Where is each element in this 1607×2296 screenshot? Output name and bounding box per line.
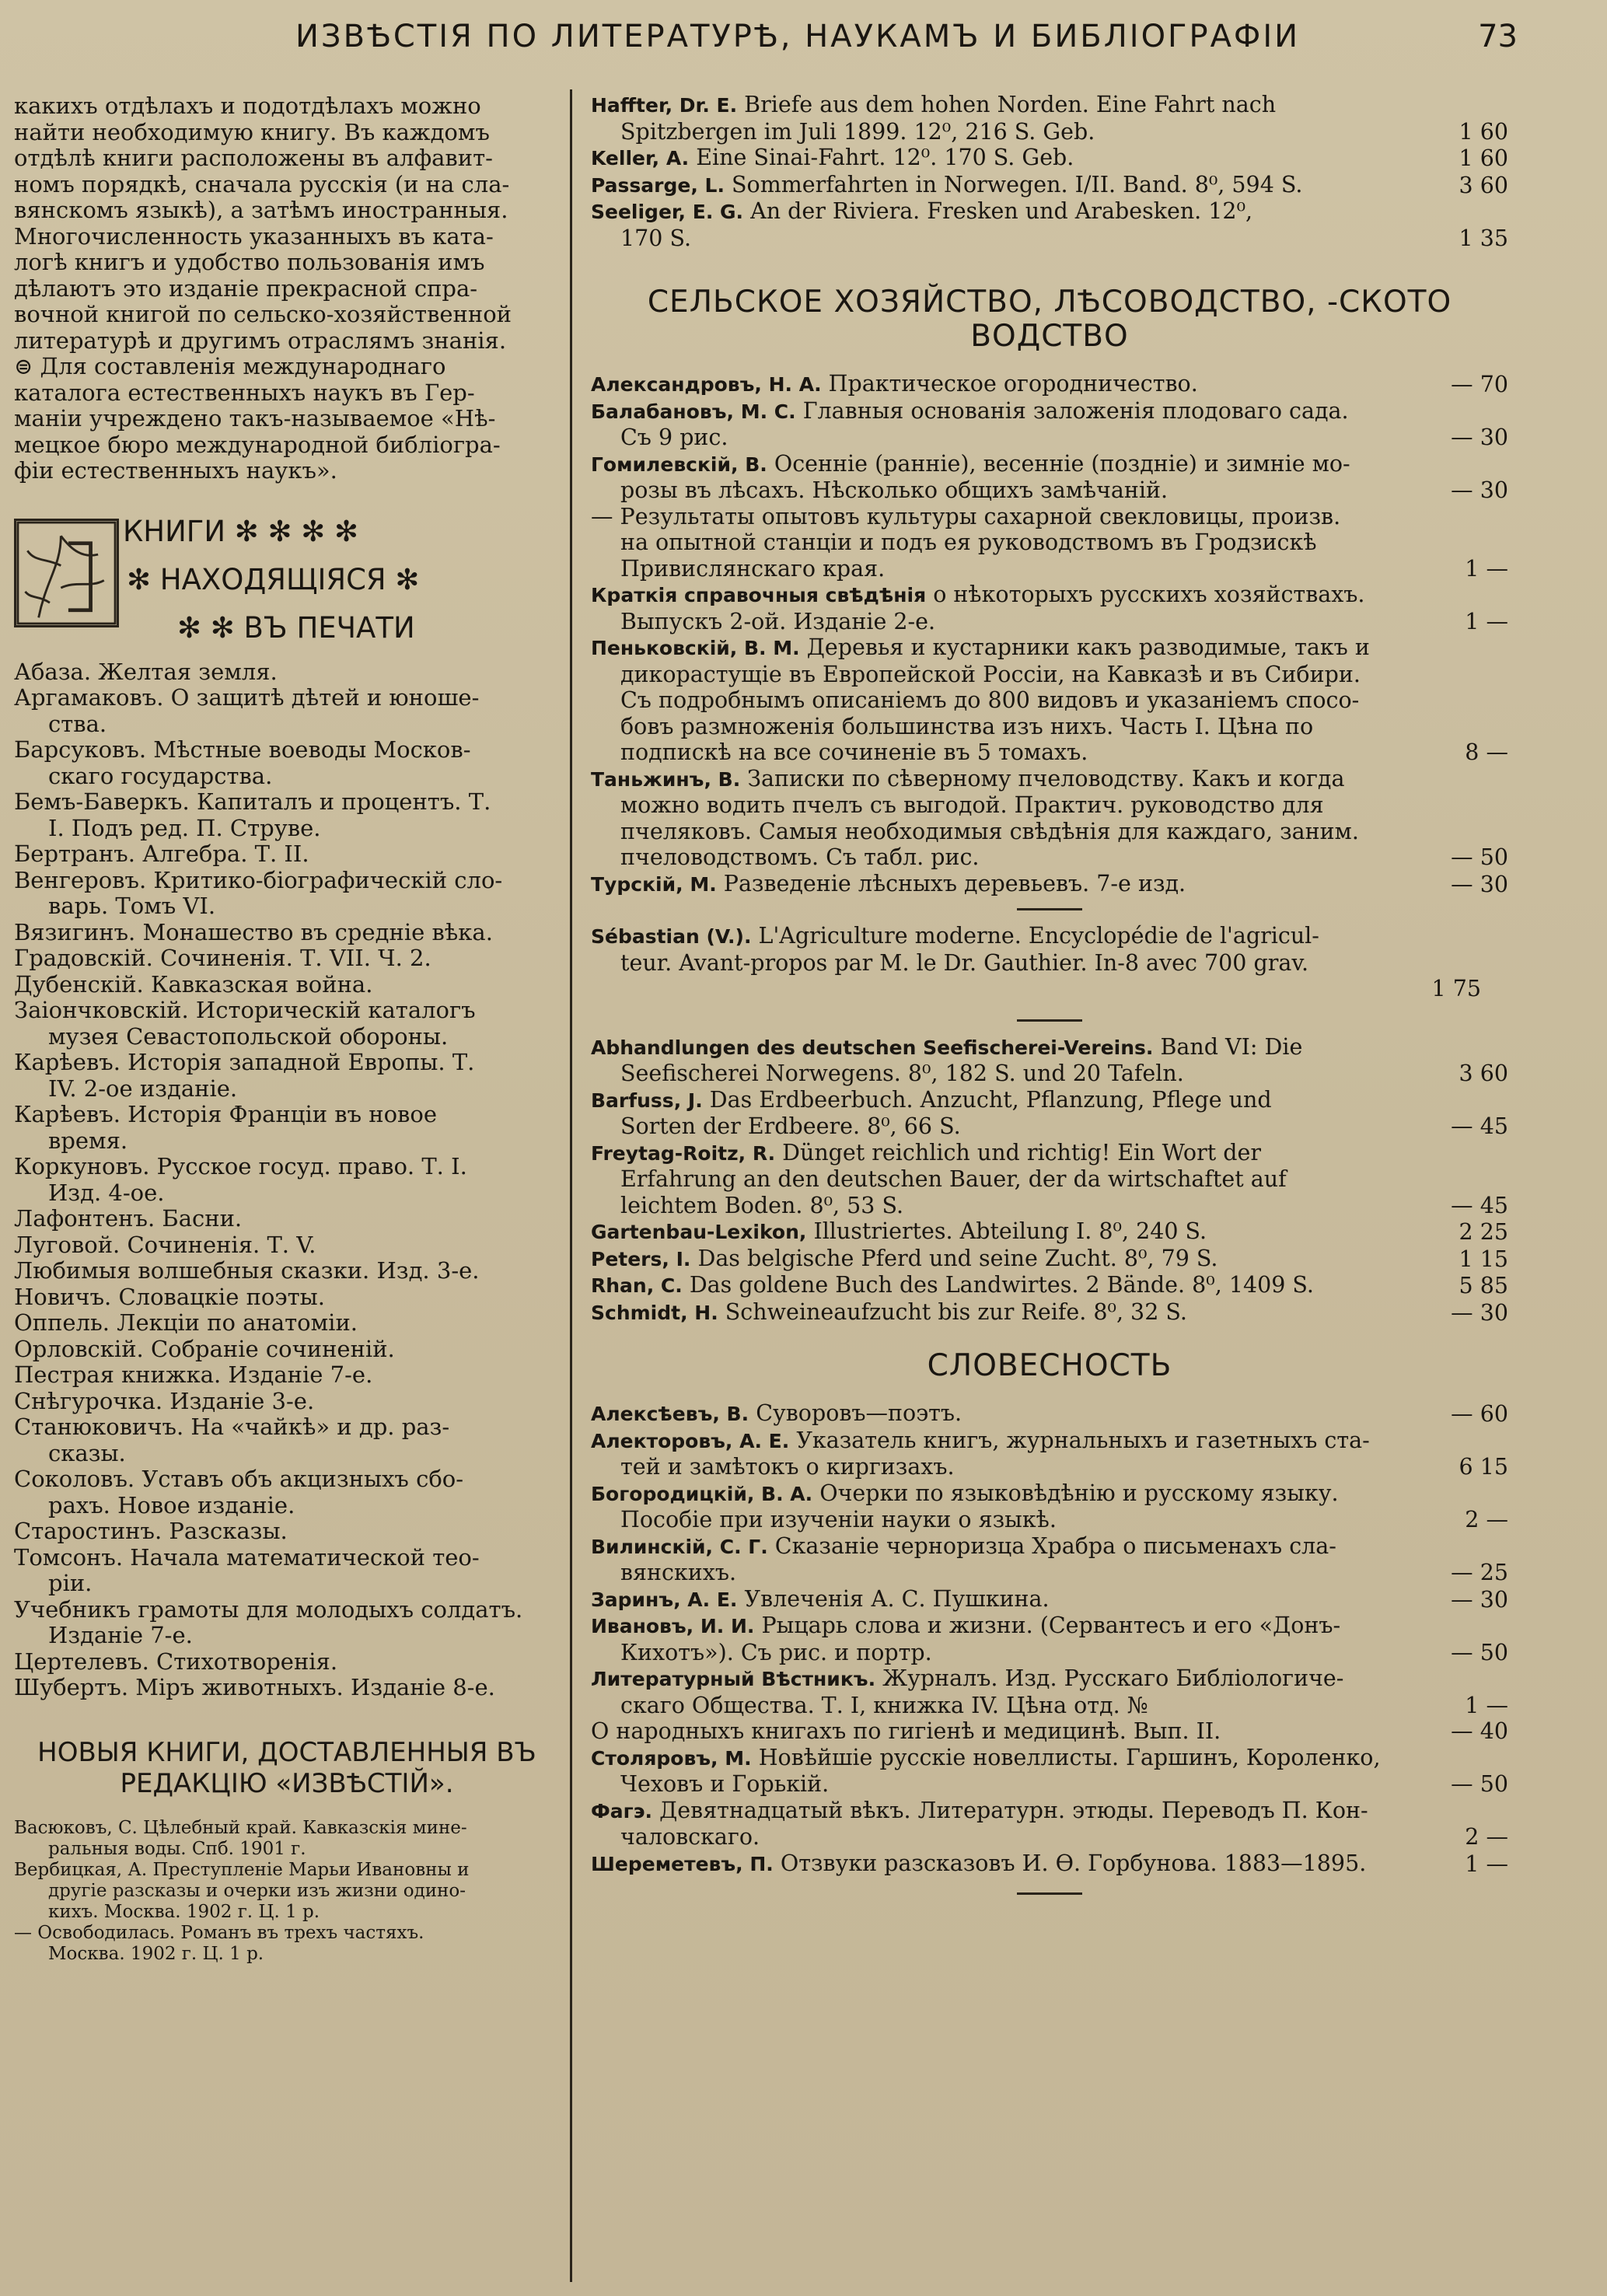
entry-first-line — [591, 871, 1434, 898]
entry-continuation: розы въ лѣсахъ. Нѣсколько общихъ замѣчаній. — [620, 477, 1169, 503]
press-list-item — [14, 841, 560, 868]
section-divider — [1017, 908, 1082, 910]
intro-line: каталога естественныхъ наукъ въ Гер- — [14, 379, 475, 406]
catalog-entry — [591, 1246, 1508, 1273]
travel-books-list — [591, 92, 1508, 251]
entry-author: Schmidt, H. — [591, 1301, 718, 1324]
press-list-item — [14, 1466, 560, 1518]
catalog-entry — [591, 504, 1508, 582]
entry-price: 1 — — [1465, 555, 1508, 582]
press-item-line: Изд. 4-ое. — [48, 1179, 165, 1206]
press-list-item — [14, 1337, 560, 1363]
entry-price: 2 — — [1465, 1507, 1508, 1532]
entry-title: Журналъ. Изд. Русскаго Библіологиче- — [882, 1665, 1344, 1691]
press-list-item — [14, 920, 560, 946]
catalog-entry — [591, 1850, 1508, 1878]
press-item-line: Бертранъ. Алгебра. Т. II. — [14, 840, 309, 867]
press-list-item — [14, 1102, 560, 1154]
entry-author: Seeliger, E. G. — [591, 201, 744, 223]
entry-first-line — [591, 1718, 1434, 1745]
entry-continuation: Spitzbergen im Juli 1899. 12⁰, 216 S. Geb. — [620, 118, 1095, 145]
catalog-entry — [591, 1718, 1508, 1745]
entry-continuation: можно водить пчелъ съ выгодой. Практич. руководство для — [620, 792, 1324, 818]
catalog-entry — [591, 1299, 1508, 1326]
catalog-entry — [591, 145, 1508, 172]
new-book-item — [14, 1818, 560, 1860]
entry-continuation: Кихотъ»). Съ рис. и портр. — [620, 1639, 932, 1665]
new-book-line: — Освободилась. Романъ въ трехъ частяхъ. — [14, 1922, 424, 1943]
entry-price: — 30 — [1451, 871, 1508, 897]
entry-author: Александровъ, Н. А. — [591, 373, 822, 396]
press-item-line: Венгеровъ. Критико-біографическій сло- — [14, 866, 503, 893]
new-book-line: другіе разсказы и очерки изъ жизни одино- — [48, 1880, 466, 1901]
press-item-line: скаго государства. — [48, 762, 273, 789]
entry-price: 6 15 — [1459, 1454, 1508, 1480]
catalog-entry — [591, 1272, 1508, 1299]
press-list-item — [14, 1206, 560, 1232]
entry-price: — 30 — [1451, 477, 1508, 503]
intro-line: логѣ книгъ и удобство пользованія имъ — [14, 250, 485, 275]
press-list-item — [14, 1389, 560, 1415]
entry-price: — 30 — [1451, 425, 1508, 450]
new-books-list — [14, 1818, 560, 1965]
entry-author: Barfuss, J. — [591, 1089, 703, 1112]
entry-author: Freytag-Roitz, R. — [591, 1141, 776, 1165]
press-list-item — [14, 1649, 560, 1676]
entry-title: Illustriertes. Abteilung I. 8⁰, 240 S. — [813, 1218, 1207, 1244]
entry-author: Фагэ. — [591, 1799, 653, 1822]
entry-title: о нѣкоторыхъ русскихъ хозяйствахъ. — [933, 582, 1365, 607]
intro-line: найти необходимую книгу. Въ каждомъ — [14, 119, 490, 145]
entry-continuation: leichtem Boden. 8⁰, 53 S. — [620, 1192, 904, 1218]
entry-price: — 50 — [1451, 1771, 1508, 1797]
press-list-item — [14, 659, 560, 686]
press-list-item — [14, 1545, 560, 1597]
entry-price: — 25 — [1451, 1560, 1508, 1585]
entry-author: Алекторовъ, А. Е. — [591, 1429, 790, 1452]
entry-continuation: на опытной станціи и подъ ея руководствомъ въ Гродзискѣ — [620, 529, 1317, 555]
entry-price: 3 60 — [1459, 1061, 1508, 1086]
entry-author: Балабановъ, М. С. — [591, 400, 796, 423]
entry-price: 2 25 — [1459, 1219, 1508, 1245]
literature-heading: СЛОВЕСНОСТЬ — [927, 1348, 1172, 1383]
entry-author: Вилинскій, С. Г. — [591, 1535, 768, 1558]
new-book-line: ральныя воды. Спб. 1901 г. — [48, 1838, 306, 1859]
press-item-line: Старостинъ. Разсказы. — [14, 1518, 288, 1544]
entry-first-line — [591, 451, 1434, 478]
press-item-line: Соколовъ. Уставъ объ акцизныхъ сбо- — [14, 1466, 464, 1492]
entry-price: — 50 — [1451, 844, 1508, 870]
entry-first-line — [591, 1745, 1434, 1772]
new-book-line: кихъ. Москва. 1902 г. Ц. 1 р. — [48, 1901, 320, 1922]
entry-first-line — [591, 1400, 1434, 1428]
entry-title: Главныя основанія заложенія плодоваго сада. — [802, 397, 1349, 424]
end-rule — [1017, 1892, 1082, 1895]
press-item-line: сказы. — [48, 1439, 126, 1466]
entry-author: Краткія справочныя свѣдѣнія — [591, 584, 927, 606]
catalog-entry — [591, 1665, 1508, 1718]
entry-title: Практическое огородничество. — [828, 371, 1198, 397]
entry-first-line — [591, 92, 1434, 119]
press-item-line: Любимыя волшебныя сказки. Изд. 3-е. — [14, 1257, 480, 1284]
entry-title: L'Agriculture moderne. Encyclopédie de l'agricul- — [758, 923, 1319, 949]
press-item-line: Карѣевъ. Исторія западной Европы. Т. — [14, 1049, 475, 1075]
press-list-item — [14, 998, 560, 1050]
entry-price: — 70 — [1451, 372, 1508, 397]
entry-continuation: скаго Общества. Т. I, книжка IV. Цѣна отд. № — [620, 1692, 1148, 1718]
heading-line-1: КНИГИ ✻ ✻ ✻ ✻ — [123, 514, 359, 548]
left-column — [14, 93, 560, 1965]
entry-price: — 60 — [1451, 1401, 1508, 1427]
entry-author: Гомилевскій, В. — [591, 453, 767, 476]
entry-author: Заринъ, А. Е. — [591, 1588, 738, 1611]
press-item-line: IV. 2-ое изданіе. — [48, 1075, 238, 1102]
catalog-entry — [591, 1034, 1508, 1087]
entry-price: 5 85 — [1459, 1273, 1508, 1298]
entry-price: 8 — — [1465, 739, 1508, 765]
entry-continuation: Съ подробнымъ описаніемъ до 800 видовъ и указаніемъ спосо- — [620, 687, 1360, 713]
entry-title: An der Riviera. Fresken und Arabesken. 12⁰, — [750, 198, 1253, 224]
german-agriculture-list — [591, 1034, 1508, 1326]
entry-first-line — [591, 1218, 1434, 1246]
entry-author: Abhandlungen des deutschen Seefischerei-Vereins. — [591, 1036, 1154, 1059]
new-books-heading — [14, 1737, 560, 1799]
entry-first-line — [591, 1140, 1434, 1167]
entry-author: Rhan, C. — [591, 1274, 683, 1297]
press-item-line: I. Подъ ред. П. Струве. — [48, 814, 321, 841]
page-number: 73 — [1478, 19, 1518, 54]
entry-title: Осенніе (ранніе), весенніе (поздніе) и зимніе мо- — [774, 450, 1350, 477]
entry-first-line — [591, 1665, 1434, 1693]
catalog-entry — [591, 371, 1508, 398]
press-item-line: Дубенскій. Кавказская война. — [14, 970, 373, 998]
press-list-item — [14, 1050, 560, 1102]
entry-continuation: Erfahrung an den deutschen Bauer, der da wirtschaftet auf — [620, 1166, 1287, 1192]
catalog-entry — [591, 92, 1508, 145]
press-item-line: музея Севастопольской обороны. — [48, 1022, 449, 1050]
entry-first-line — [591, 1087, 1434, 1114]
press-list-item — [14, 1284, 560, 1311]
press-item-line: Вязигинъ. Монашество въ средніе вѣка. — [14, 918, 493, 945]
press-list-item — [14, 1154, 560, 1206]
entry-price: 1 — — [1465, 1850, 1508, 1877]
press-item-line: Градовскій. Сочиненія. Т. VII. Ч. 2. — [14, 945, 431, 971]
entry-first-line — [591, 198, 1434, 225]
press-item-line: Шубертъ. Міръ животныхъ. Изданіе 8-е. — [14, 1674, 495, 1700]
catalog-entry — [591, 1140, 1508, 1219]
entry-first-line — [591, 1480, 1434, 1508]
entry-continuation: подпискѣ на все сочиненіе въ 5 томахъ. — [620, 739, 1088, 765]
catalog-entry — [591, 198, 1508, 251]
press-item-line: Коркуновъ. Русское госуд. право. Т. I. — [14, 1153, 467, 1179]
entry-title: Das goldene Buch des Landwirtes. 2 Bände. 8⁰, 1409 S. — [689, 1272, 1314, 1298]
press-list-item — [14, 1597, 560, 1649]
entry-price: — 45 — [1451, 1113, 1508, 1139]
literature-list — [591, 1400, 1508, 1877]
catalog-entry — [591, 1613, 1508, 1665]
new-book-item — [14, 1860, 560, 1923]
entry-continuation: дикорастущіе въ Европейской Россіи, на Кавказѣ и въ Сибири. — [620, 661, 1361, 687]
catalog-entry — [591, 634, 1508, 766]
entry-first-line — [591, 1428, 1434, 1455]
entry-title: Увлеченія А. С. Пушкина. — [744, 1585, 1050, 1612]
press-list-item — [14, 1232, 560, 1259]
heading-line-2: ✻ НАХОДЯЩІЯСЯ ✻ — [127, 562, 420, 596]
catalog-entry — [591, 1428, 1508, 1480]
press-item-line: рахъ. Новое изданіе. — [48, 1491, 295, 1518]
entry-title: Das belgische Pferd und seine Zucht. 8⁰, 79 S. — [697, 1245, 1218, 1271]
press-item-line: Карѣевъ. Исторія Франціи въ новое — [14, 1101, 438, 1127]
intro-line: вянскомъ языкѣ), а затѣмъ иностранныя. — [14, 197, 508, 223]
catalog-entry — [591, 923, 1508, 1002]
entry-title: Sommerfahrten in Norwegen. I/II. Band. 8⁰, 594 S. — [732, 171, 1303, 197]
intro-line: фіи естественныхъ наукъ». — [14, 458, 337, 484]
entry-continuation: пчеловодствомъ. Съ табл. рис. — [620, 844, 980, 870]
press-item-line: Луговой. Сочиненія. Т. V. — [14, 1231, 316, 1258]
press-list-item — [14, 737, 560, 789]
entry-author: Sébastian (V.). — [591, 925, 752, 948]
entry-title: Суворовъ—поэтъ. — [756, 1400, 962, 1426]
entry-title: Dünget reichlich und richtig! Ein Wort der — [782, 1139, 1261, 1165]
column-rule — [570, 89, 572, 2282]
entry-continuation: бовъ размноженія большинства изъ нихъ. Часть I. Цѣна по — [620, 713, 1314, 739]
entry-title: Деревья и кустарники какъ разводимые, такъ и — [806, 634, 1370, 660]
entry-price: — 40 — [1451, 1718, 1508, 1744]
press-list-item — [14, 1310, 560, 1337]
entry-author: Gartenbau-Lexikon, — [591, 1221, 807, 1243]
new-book-line: Васюковъ, С. Цѣлебный край. Кавказскія мине- — [14, 1817, 467, 1838]
entry-author: Keller, A. — [591, 147, 690, 169]
entry-title: О народныхъ книгахъ по гигіенѣ и медицинѣ. Вып. II. — [591, 1718, 1221, 1744]
press-item-line: Лафонтенъ. Басни. — [14, 1205, 243, 1232]
press-item-line: Изданіе 7-е. — [48, 1622, 193, 1648]
press-item-line: варь. Томъ VI. — [48, 893, 216, 919]
entry-first-line — [591, 1850, 1434, 1878]
agriculture-heading: СЕЛЬСКОЕ ХОЗЯЙСТВО, ЛѢСОВОДСТВО, -СКОТО ВОДСТВО — [647, 285, 1452, 354]
intro-line: какихъ отдѣлахъ и подотдѣлахъ можно — [14, 93, 481, 119]
entry-author: Богородицкій, В. А. — [591, 1482, 813, 1505]
press-list-item — [14, 1518, 560, 1545]
press-item-line: Станюковичъ. На «чайкѣ» и др. раз- — [14, 1414, 450, 1440]
entry-continuation: Привислянскаго края. — [620, 555, 886, 582]
new-book-line: Вербицкая, А. Преступленіе Марьи Ивановны и — [14, 1859, 470, 1880]
entry-first-line — [591, 582, 1434, 609]
entry-title: Eine Sinai-Fahrt. 12⁰. 170 S. Geb. — [696, 145, 1074, 170]
entry-title: Очерки по языковѣдѣнію и русскому языку. — [819, 1480, 1339, 1506]
entry-first-line — [591, 1299, 1434, 1326]
heading-line-3: ✻ ✻ ВЪ ПЕЧАТИ — [177, 610, 415, 645]
entry-continuation: вянскихъ. — [620, 1560, 737, 1585]
entry-title: Девятнадцатый вѣкъ. Литературн. этюды. Переводъ П. Кон- — [659, 1797, 1368, 1823]
entry-price: — 30 — [1451, 1586, 1508, 1613]
entry-author: Haffter, Dr. E. — [591, 94, 738, 117]
entry-first-line — [591, 1613, 1434, 1640]
press-item-line: ріи. — [48, 1570, 93, 1596]
press-item-line: Абаза. Желтая земля. — [14, 658, 278, 685]
entry-continuation: Sorten der Erdbeere. 8⁰, 66 S. — [620, 1113, 961, 1139]
entry-first-line — [591, 634, 1434, 662]
entry-price: 1 35 — [1459, 225, 1508, 251]
catalog-entry — [591, 766, 1508, 871]
press-list-item — [14, 1362, 560, 1389]
entry-title: Разведеніе лѣсныхъ деревьевъ. 7-е изд. — [723, 870, 1186, 896]
entry-first-line — [591, 1533, 1434, 1560]
catalog-entry — [591, 582, 1508, 634]
intro-line: номъ порядкѣ, сначала русскія (и на сла- — [14, 171, 510, 197]
entry-price: 1 — — [1465, 1692, 1508, 1718]
entry-continuation: Съ 9 рис. — [620, 425, 728, 450]
journal-title: ИЗВѢСТІЯ ПО ЛИТЕРАТУРѢ, НАУКАМЪ И БИБЛІОГРАФІИ — [295, 19, 1301, 54]
intro-line: ⊜ Для составленія международнаго — [14, 354, 446, 379]
catalog-entry — [591, 1586, 1508, 1613]
intro-line: мецкое бюро международной библіогра- — [14, 432, 501, 458]
entry-title: — Результаты опытовъ культуры сахарной свекловицы, произв. — [591, 503, 1341, 529]
entry-price: — 45 — [1451, 1192, 1508, 1218]
catalog-entry — [591, 1400, 1508, 1428]
entry-author: Алексѣевъ, В. — [591, 1403, 749, 1425]
press-list-item — [14, 1675, 560, 1701]
entry-continuation: Чеховъ и Горькій. — [620, 1771, 830, 1797]
entry-first-line — [591, 1586, 1434, 1613]
section-divider — [1017, 1019, 1082, 1022]
new-book-line: Москва. 1902 г. Ц. 1 р. — [48, 1943, 264, 1964]
entry-first-line — [591, 398, 1434, 425]
entry-first-line — [591, 1246, 1434, 1273]
press-item-line: Цертелевъ. Стихотворенія. — [14, 1648, 338, 1675]
press-item-line: ства. — [48, 710, 107, 737]
agriculture-list — [591, 371, 1508, 897]
catalog-entry — [591, 398, 1508, 451]
entry-price: — 30 — [1451, 1299, 1508, 1326]
entry-continuation: 170 S. — [620, 225, 692, 251]
entry-first-line — [591, 172, 1434, 199]
press-item-line: Барсуковъ. Мѣстные воеводы Москов- — [14, 736, 471, 763]
right-column — [591, 92, 1508, 1907]
entry-author: Таньжинъ, В. — [591, 767, 741, 791]
entry-first-line — [591, 371, 1434, 398]
intro-line: литературѣ и другимъ отраслямъ знанія. — [14, 327, 507, 354]
entry-title: Записки по сѣверному пчеловодству. Какъ и когда — [747, 765, 1345, 792]
entry-title: Новѣйшіе русскіе новеллисты. Гаршинъ, Короленко, — [758, 1744, 1381, 1770]
catalog-entry — [591, 1480, 1508, 1533]
press-item-line: Пестрая книжка. Изданіе 7-е. — [14, 1361, 373, 1388]
entry-title: Das Erdbeerbuch. Anzucht, Pflanzung, Pflege und — [709, 1086, 1272, 1113]
intro-line: дѣлаютъ это изданіе прекрасной спра- — [14, 275, 478, 302]
intro-line: вочной книгой по сельско-хозяйственной — [14, 302, 512, 327]
entry-first-line — [591, 504, 1434, 530]
press-item-line: Заіончковскій. Историческій каталогъ — [14, 997, 476, 1023]
intro-line: маніи учреждено такъ-называемое «Нѣ- — [14, 406, 496, 432]
entry-first-line — [591, 1798, 1434, 1825]
ornament-icon — [14, 519, 119, 627]
entry-author: Столяровъ, М. — [591, 1746, 752, 1770]
press-list-item — [14, 945, 560, 972]
entry-author: Шереметевъ, П. — [591, 1852, 774, 1875]
intro-line: Многочисленность указанныхъ въ ката- — [14, 223, 494, 250]
press-item-line: Аргамаковъ. О защитѣ дѣтей и юноше- — [14, 684, 480, 711]
entry-first-line — [591, 145, 1434, 172]
press-list-item — [14, 972, 560, 998]
entry-author: Passarge, L. — [591, 173, 725, 197]
press-item-line: Орловскій. Собраніе сочиненій. — [14, 1335, 395, 1362]
entry-author: Литературный Вѣстникъ. — [591, 1668, 876, 1690]
entry-price: 1 — — [1465, 608, 1508, 634]
entry-price: 3 60 — [1459, 172, 1508, 198]
entry-title: Band VI: Die — [1160, 1033, 1303, 1060]
press-item-line: Бемъ-Баверкъ. Капиталъ и процентъ. Т. — [14, 788, 491, 815]
press-list-item — [14, 685, 560, 737]
catalog-entry — [591, 1087, 1508, 1140]
entry-continuation: teur. Avant-propos par M. le Dr. Gauthier. In-8 avec 700 grav. — [620, 949, 1309, 976]
entry-continuation: Выпускъ 2-ой. Изданіе 2-е. — [620, 608, 936, 634]
running-head — [0, 14, 1607, 61]
entry-continuation: пчеляковъ. Самыя необходимыя свѣдѣнія для каждаго, заним. — [620, 818, 1359, 844]
press-item-line: Томсонъ. Начала математической тео- — [14, 1543, 480, 1571]
entry-title: Schweineaufzucht bis zur Reife. 8⁰, 32 S. — [725, 1298, 1187, 1325]
entry-first-line — [591, 1034, 1434, 1061]
entry-price: 1 75 — [1431, 976, 1481, 1001]
entry-title: Briefe aus dem hohen Norden. Eine Fahrt nach — [744, 92, 1277, 117]
entry-author: Пеньковскій, В. М. — [591, 637, 800, 659]
entry-continuation: чаловскаго. — [620, 1824, 760, 1850]
entry-price: 1 15 — [1459, 1246, 1508, 1272]
intro-line: отдѣлѣ книги расположены въ алфавит- — [14, 145, 493, 171]
entry-first-line — [591, 766, 1434, 793]
press-item-line: Учебникъ грамоты для молодыхъ солдатъ. — [14, 1595, 523, 1623]
books-in-press-heading — [14, 515, 560, 659]
press-list-item — [14, 1414, 560, 1466]
press-item-line: Оппель. Лекціи по анатоміи. — [14, 1309, 358, 1336]
press-list-item — [14, 789, 560, 841]
entry-first-line — [591, 923, 1434, 950]
press-item-line: Новичъ. Словацкіе поэты. — [14, 1283, 325, 1310]
entry-continuation: тей и замѣтокъ о киргизахъ. — [620, 1454, 955, 1480]
press-list-item — [14, 868, 560, 920]
entry-price: 2 — — [1465, 1824, 1508, 1850]
french-agriculture-entry — [591, 923, 1508, 1002]
catalog-entry — [591, 172, 1508, 199]
catalog-entry — [591, 1218, 1508, 1246]
press-item-line: время. — [48, 1127, 128, 1154]
new-books-title-line-1: НОВЫЯ КНИГИ, ДОСТАВЛЕННЫЯ ВЪ — [37, 1736, 536, 1768]
press-list-item — [14, 1258, 560, 1284]
entry-price: — 50 — [1451, 1639, 1508, 1665]
entry-author: Ивановъ, И. И. — [591, 1615, 755, 1637]
entry-title: Рыцарь слова и жизни. (Сервантесъ и его «Донъ- — [761, 1613, 1341, 1638]
entry-first-line — [591, 1272, 1434, 1299]
entry-continuation: Пособіе при изученіи науки о языкѣ. — [620, 1507, 1057, 1532]
catalog-entry — [591, 451, 1508, 504]
entry-price: 1 60 — [1459, 145, 1508, 171]
catalog-entry — [591, 1533, 1508, 1586]
new-books-title-line-2: РЕДАКЦІЮ «ИЗВѢСТІЙ». — [120, 1767, 454, 1799]
entry-title: Указатель книгъ, журнальныхъ и газетныхъ ста- — [796, 1427, 1370, 1453]
entry-author: Турскій, М. — [591, 872, 717, 896]
entry-title: Сказаніе черноризца Храбра о письменахъ сла- — [774, 1532, 1336, 1559]
intro-paragraph — [14, 93, 560, 484]
entry-title: Отзвуки разсказовъ И. Ѳ. Горбунова. 1883—1895. — [780, 1850, 1367, 1876]
press-item-line: Снѣгурочка. Изданіе 3-е. — [14, 1387, 315, 1414]
books-in-press-list — [14, 659, 560, 1701]
catalog-entry — [591, 1745, 1508, 1798]
entry-continuation: Seefischerei Norwegens. 8⁰, 182 S. und 20 Tafeln. — [620, 1061, 1184, 1086]
catalog-entry — [591, 871, 1508, 898]
catalog-entry — [591, 1798, 1508, 1850]
entry-price: 1 60 — [1459, 118, 1508, 145]
entry-author: Peters, I. — [591, 1247, 691, 1270]
new-book-item — [14, 1923, 560, 1965]
